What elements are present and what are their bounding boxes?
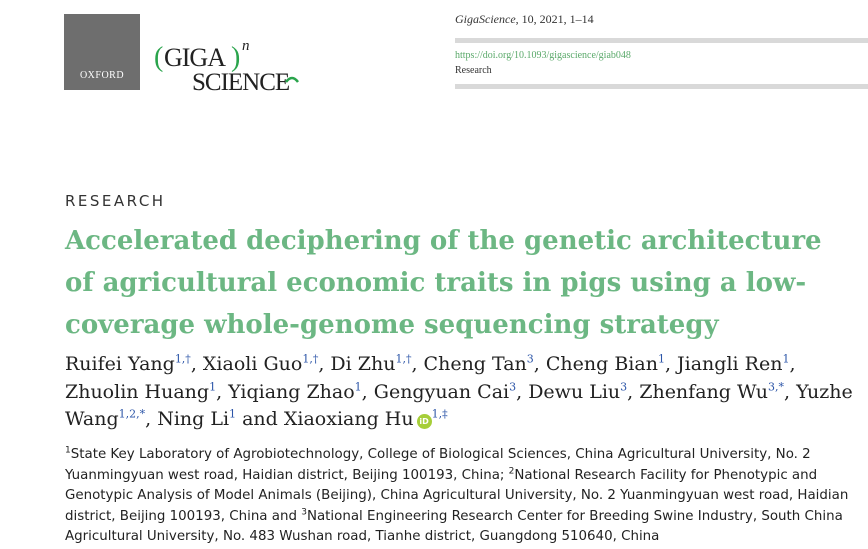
gigascience-logo-superscript: n (242, 38, 250, 54)
author-affiliation-mark[interactable]: 1 (229, 407, 237, 421)
author-separator: , (627, 380, 640, 403)
article-type: Research (455, 65, 492, 76)
svg-text:SCIENCE: SCIENCE (192, 69, 290, 96)
oxford-logo (64, 14, 140, 90)
author-affiliation-mark[interactable]: 3 (509, 380, 517, 394)
author-name[interactable]: Xiaoli Guo (202, 353, 303, 375)
author-affiliation-mark[interactable]: 3 (620, 380, 628, 394)
affiliation-text: State Key Laboratory of Agrobiotechnology, College of Biological Sciences, China Agricultural University, No. 2 Yuanmingyuan west road, Haidian district, Beijing 100193, China; (65, 447, 811, 483)
article-title: Accelerated deciphering of the genetic architecture of agricultural economic traits in pigs using a low-coverage whole-genome sequencing strategy (65, 226, 822, 340)
author-separator: , (190, 353, 203, 375)
author-name[interactable]: Yiqiang Zhao (228, 380, 355, 403)
svg-text:GIGA: GIGA (164, 43, 225, 72)
orcid-icon[interactable]: iD (417, 414, 432, 429)
author-name[interactable]: Yuzhe Wang (65, 380, 853, 430)
author-separator: , (533, 353, 546, 375)
author-separator: , (664, 353, 678, 375)
author-name[interactable]: Gengyuan Cai (373, 380, 510, 403)
gigascience-logo (152, 36, 322, 96)
header-divider-bottom (455, 84, 868, 89)
author-affiliation-mark[interactable]: 1,† (395, 352, 412, 366)
author-separator: , (516, 380, 529, 403)
author-affiliation-mark[interactable]: 1 (782, 352, 790, 366)
affiliation-text: National Engineering Research Center for Breeding Swine Industry, South China Agricultural University, No. 483 Wushan road, Tianhe district, Guangdong 510640, China (65, 508, 843, 544)
author-affiliation-mark[interactable]: 1,† (302, 352, 319, 366)
author-separator: , (783, 380, 797, 403)
journal-header (455, 12, 868, 76)
author-separator: , (361, 380, 374, 403)
author-name[interactable]: Dewu Liu (528, 380, 621, 403)
author-affiliation-mark[interactable]: 1 (657, 352, 665, 366)
author-list (65, 351, 855, 434)
author-separator: , (216, 380, 229, 403)
affiliation-text: National Research Facility for Phenotypic and Genotypic Analysis of Model Animals (Beijing), China Agricultural University, No. 2 Yuanmingyuan west road, Haidian district, Beijing 100193, China and (65, 467, 849, 524)
author-name[interactable]: Xiaoxiang Hu (283, 408, 414, 430)
author-name[interactable]: Cheng Tan (423, 353, 527, 375)
oxford-logo-text: OXFORD (79, 70, 125, 81)
section-label: RESEARCH (65, 192, 166, 210)
affiliation-number: 1 (65, 445, 71, 456)
affiliation-number: 2 (508, 466, 515, 477)
author-separator: , (145, 408, 158, 430)
author-affiliation-mark[interactable]: 1 (354, 380, 362, 394)
author-name[interactable]: Ruifei Yang (65, 353, 175, 375)
author-name[interactable]: Zhuolin Huang (65, 380, 210, 403)
citation-details: , 10, 2021, 1–14 (515, 12, 594, 26)
author-affiliation-mark[interactable]: 3,* (767, 380, 784, 394)
author-separator: , (411, 353, 424, 375)
author-separator: , (318, 353, 331, 375)
doi-link[interactable]: https://doi.org/10.1093/gigascience/giab048 (455, 50, 631, 61)
author-affiliation-mark[interactable]: 3 (526, 352, 534, 366)
author-name[interactable]: Cheng Bian (545, 353, 658, 375)
svg-text:(: ( (154, 42, 164, 73)
author-affiliation-mark[interactable]: 1 (209, 380, 217, 394)
author-name[interactable]: Ning Li (157, 408, 230, 430)
author-name[interactable]: Jiangli Ren (677, 353, 783, 375)
affiliations (65, 445, 855, 548)
author-affiliation-mark[interactable]: 1,‡ (431, 407, 448, 421)
affiliation-number: 3 (301, 507, 307, 518)
author-separator: , (789, 353, 796, 375)
journal-name: GigaScience (455, 12, 516, 26)
journal-citation (455, 12, 868, 27)
author-name[interactable]: Zhenfang Wu (639, 380, 768, 403)
svg-text:): ) (231, 42, 241, 73)
author-affiliation-mark[interactable]: 1,† (174, 352, 191, 366)
author-connector: and (236, 408, 284, 430)
author-name[interactable]: Di Zhu (330, 353, 396, 375)
author-affiliation-mark[interactable]: 1,2,* (118, 407, 146, 421)
header-divider-top (455, 38, 868, 43)
